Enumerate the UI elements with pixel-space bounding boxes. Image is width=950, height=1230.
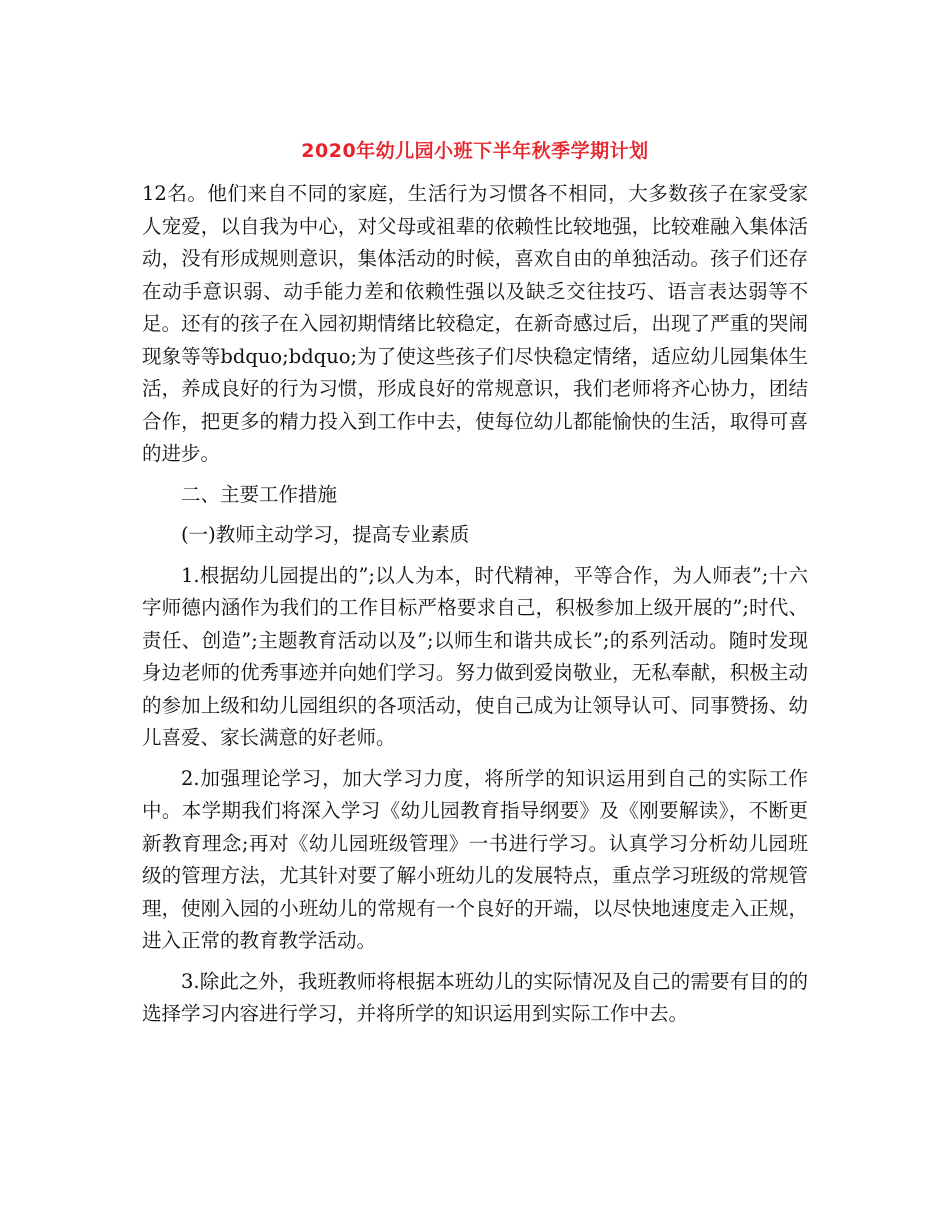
document-body	[142, 178, 808, 1039]
paragraph-item-3: 3.除此之外，我班教师将根据本班幼儿的实际情况及自己的需要有目的的选择学习内容进行学习，并将所学的知识运用到实际工作中去。	[142, 969, 808, 1025]
section-heading-main-measures: 二、主要工作措施	[181, 482, 338, 506]
paragraph-item-2: 2.加强理论学习，加大学习力度，将所学的知识运用到自己的实际工作中。本学期我们将深入学习《幼儿园教育指导纲要》及《刚要解读》，不断更新教育理念;再对《幼儿园班级管理》一书进行学习。认真学习分析幼儿园班级的管理方法，尤其针对要了解小班幼儿的发展特点，重点学习班级的常规管理，使刚入园的小班幼儿的常规有一个良好的开端，以尽快地速度走入正规，进入正常的教育教学活动。	[142, 766, 808, 952]
document-title: 2020年幼儿园小班下半年秋季学期计划	[301, 140, 649, 162]
paragraph-item-1: 1.根据幼儿园提出的”;以人为本，时代精神，平等合作，为人师表”;十六字师德内涵作为我们的工作目标严格要求自己，积极参加上级开展的”;时代、责任、创造”;主题教育活动以及”;以师生和谐共成长”;的系列活动。随时发现身边老师的优秀事迹并向她们学习。努力做到爱岗敬业，无私奉献，积极主动的参加上级和幼儿园组织的各项活动，使自己成为让领导认可、同事赞扬、幼儿喜爱、家长满意的好老师。	[142, 563, 808, 749]
subsection-heading-teacher-learning: (一)教师主动学习，提高专业素质	[181, 523, 470, 546]
paragraph-class-overview: 12名。他们来自不同的家庭，生活行为习惯各不相同，大多数孩子在家受家人宠爱，以自我为中心，对父母或祖辈的依赖性比较地强，比较难融入集体活动，没有形成规则意识，集体活动的时候，喜欢自由的单独活动。孩子们还存在动手意识弱、动手能力差和依赖性强以及缺乏交往技巧、语言表达弱等不足。还有的孩子在入园初期情绪比较稳定，在新奇感过后，出现了严重的哭闹现象等等bdquo;bdquo;为了使这些孩子们尽快稳定情绪，适应幼儿园集体生活，养成良好的行为习惯，形成良好的常规意识，我们老师将齐心协力，团结合作，把更多的精力投入到工作中去，使每位幼儿都能愉快的生活，取得可喜的进步。	[142, 182, 808, 465]
